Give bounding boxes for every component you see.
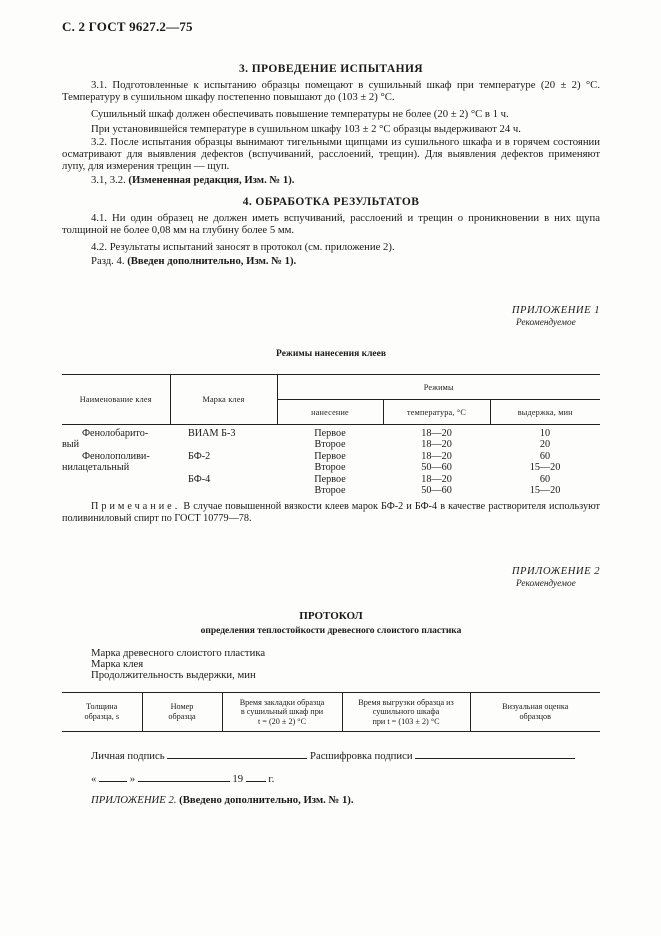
glue-name-cell: Фенолобарито- xyxy=(82,428,149,439)
temperature-cell: 18—20 xyxy=(421,439,452,451)
section-3-paragraph-3: При установившейся температуре в сушильном шкафу 103 ± 2 °С образцы выдерживают 24 ч. xyxy=(91,123,521,135)
signature-blank[interactable] xyxy=(167,748,307,759)
header-application: нанесение xyxy=(277,400,383,425)
field-glue-brand: Марка клея xyxy=(91,658,144,670)
appendix-1-title: ПРИЛОЖЕНИЕ 1 xyxy=(511,305,600,316)
appendix-1-subtitle: Рекомендуемое xyxy=(516,318,576,328)
application-cell: Второе xyxy=(314,462,346,474)
note-label: Примечание. xyxy=(91,501,181,512)
header-line: Время закладки образца xyxy=(239,697,325,707)
duration-cell: 20 xyxy=(539,439,551,451)
duration-cell: 15—20 xyxy=(529,485,561,497)
header-glue-brand: Марка клея xyxy=(170,375,277,425)
section-3-paragraph-4: 3.2. После испытания образцы вынимают тигельными щипцами из сушильного шкафа и в горячем состоянии осматривают для выявления дефектов (вспучиваний, расслоений, трещин). Для выявления дефектов применяют лупу, для измерения трещин — щуп. xyxy=(62,136,600,172)
header-sample-number xyxy=(142,693,222,732)
glue-name-cell: вый xyxy=(62,439,80,451)
year-prefix: 19 xyxy=(232,773,244,785)
amendment-ref: Разд. 4. xyxy=(91,255,125,267)
amendment-note: (Измененная редакция, Изм. № 1). xyxy=(128,174,295,186)
header-unloading-time xyxy=(342,693,470,732)
temperature-cell: 50—60 xyxy=(421,485,452,497)
table-row xyxy=(62,462,600,473)
section-4-title: 4. ОБРАБОТКА РЕЗУЛЬТАТОВ xyxy=(242,196,420,208)
duration-cell: 60 xyxy=(539,473,551,485)
glue-name-cell: нилацетальный xyxy=(62,462,130,474)
header-line: образца xyxy=(168,712,196,721)
duration-cell: 10 xyxy=(539,428,551,439)
application-cell: Второе xyxy=(314,485,346,497)
header-loading-time xyxy=(222,693,342,732)
duration-cell: 15—20 xyxy=(529,462,561,474)
amendment-ref: 3.1, 3.2. xyxy=(91,174,126,186)
temperature-cell: 18—20 xyxy=(421,473,452,485)
field-plastic-brand: Марка древесного слоистого пластика xyxy=(91,647,266,659)
glue-name-cell: Фенолополиви- xyxy=(82,450,150,462)
brand-cell xyxy=(170,439,277,450)
application-cell: Первое xyxy=(314,450,346,462)
application-cell: Первое xyxy=(314,428,346,439)
header-line: образцов xyxy=(519,712,552,721)
section-3-title: 3. ПРОВЕДЕНИЕ ИСПЫТАНИЯ xyxy=(239,63,423,75)
section-3-amendment xyxy=(91,174,294,186)
quote-open: « xyxy=(91,773,97,785)
decipher-label: Расшифровка подписи xyxy=(310,750,413,762)
day-blank[interactable] xyxy=(99,771,127,782)
appendix-2-subtitle: Рекомендуемое xyxy=(516,579,576,589)
section-4-amendment xyxy=(91,255,296,267)
page-header: С. 2 ГОСТ 9627.2—75 xyxy=(62,19,193,34)
application-cell: Второе xyxy=(314,439,346,451)
field-exposure-duration: Продолжительность выдержки, мин xyxy=(91,669,256,681)
appendix-1-caption: Режимы нанесения клеев xyxy=(276,349,386,359)
header-thickness xyxy=(62,693,142,732)
temperature-cell: 18—20 xyxy=(421,450,452,462)
header-line: t = (20 ± 2) °С xyxy=(257,716,307,726)
header-duration: выдержка, мин xyxy=(490,400,600,425)
section-4-paragraph-2: 4.2. Результаты испытаний заносят в протокол (см. приложение 2). xyxy=(91,241,395,253)
header-line: Номер xyxy=(170,702,194,712)
year-blank[interactable] xyxy=(246,771,266,782)
note-text: В случае повышенной вязкости клеев марок БФ-2 и БФ-4 в качестве растворителя используют поливиниловый спирт по ГОСТ 10779—78. xyxy=(62,501,600,524)
table-row xyxy=(62,425,600,440)
header-line: образца, s xyxy=(84,712,120,721)
header-line: при t = (103 ± 2) °С xyxy=(372,716,440,726)
date-line xyxy=(91,771,274,785)
appendix-2-footer xyxy=(91,794,354,806)
table-row xyxy=(62,439,600,450)
appendix-1-note xyxy=(62,501,600,525)
section-3-paragraph-2: Сушильный шкаф должен обеспечивать повышение температуры не более (20 ± 2) °С в 1 ч. xyxy=(91,108,509,120)
header-line: Визуальная оценка xyxy=(502,702,569,712)
brand-cell xyxy=(170,462,277,473)
amendment-note: (Введен дополнительно, Изм. № 1). xyxy=(127,255,297,267)
duration-cell: 60 xyxy=(539,450,551,462)
year-suffix: г. xyxy=(268,773,275,785)
header-visual-assessment xyxy=(470,693,600,732)
signature-line xyxy=(91,748,575,762)
brand-cell: ВИАМ Б-3 xyxy=(188,428,236,439)
header-line: Толщина xyxy=(86,702,118,712)
protocol-table xyxy=(62,692,600,732)
signature-label: Личная подпись xyxy=(91,750,165,762)
table-row xyxy=(62,474,600,485)
application-cell: Первое xyxy=(314,473,346,485)
brand-cell: БФ-4 xyxy=(188,473,211,485)
appendix-2-title: ПРИЛОЖЕНИЕ 2 xyxy=(511,566,600,577)
temperature-cell: 18—20 xyxy=(421,428,452,439)
brand-cell xyxy=(170,485,277,496)
footer-ref: ПРИЛОЖЕНИЕ 2. xyxy=(91,794,177,806)
table-row xyxy=(62,485,600,496)
quote-close: » xyxy=(129,773,136,785)
header-line: сушильного шкафа xyxy=(372,707,440,717)
protocol-title: ПРОТОКОЛ xyxy=(299,610,363,622)
protocol-subtitle: определения теплостойкости древесного слоистого пластика xyxy=(200,626,462,636)
header-temperature: температура, °С xyxy=(383,400,490,425)
footer-note: (Введено дополнительно, Изм. № 1). xyxy=(179,794,354,806)
table-row xyxy=(62,451,600,462)
header-glue-name: Наименование клея xyxy=(62,375,170,425)
month-blank[interactable] xyxy=(138,771,230,782)
decipher-blank[interactable] xyxy=(415,748,575,759)
temperature-cell: 50—60 xyxy=(421,462,452,474)
header-line: в сушильный шкаф при xyxy=(240,707,324,717)
section-3-paragraph-1: 3.1. Подготовленные к испытанию образцы помещают в сушильный шкаф при температуре (20 ± 2) °С. Температуру в сушильном шкафу постепенно повышают до (103 ± 2) °С. xyxy=(62,79,600,103)
brand-cell: БФ-2 xyxy=(188,450,211,462)
glue-modes-table xyxy=(62,374,600,496)
header-line: Время выгрузки образца из xyxy=(358,697,454,707)
section-4-paragraph-1: 4.1. Ни один образец не должен иметь вспучиваний, расслоений и трещин о проникновении в них щупа толщиной не более 0,08 мм на глубину более 5 мм. xyxy=(62,212,600,236)
header-modes: Режимы xyxy=(277,375,600,400)
